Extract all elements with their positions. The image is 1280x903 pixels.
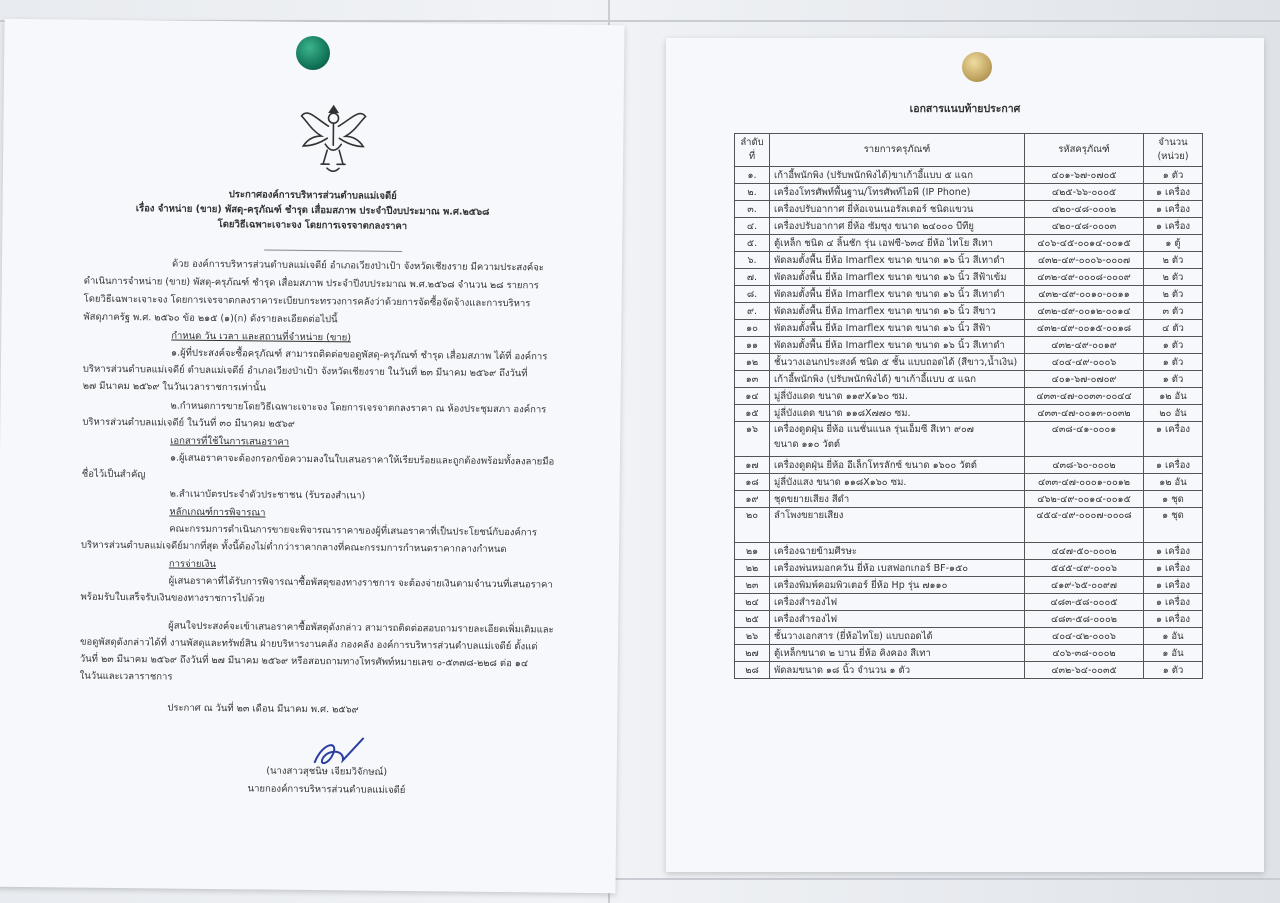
row-code: ๔๘๓-๕๘-๐๐๐๒	[1025, 611, 1144, 628]
row-number: ๒๐	[735, 508, 770, 543]
intro-line: ด้วย องค์การบริหารส่วนตำบลแม่เจดีย์ อำเภอเวียงป่าเป้า จังหวัดเชียงราย มีความประสงค์จะ	[171, 258, 544, 274]
table-row	[735, 594, 1203, 611]
row-code: ๔๓๓-๔๗-๐๐๐๑-๐๐๑๒	[1025, 474, 1144, 491]
row-number: ๒๘	[735, 662, 770, 679]
row-item: ตู้เหล็กขนาด ๒ บาน ยี่ห้อ คิงคอง สีเทา	[770, 645, 1025, 662]
schedule-line: บริหารส่วนตำบลแม่เจดีย์ ตำบลแม่เจดีย์ อำเภอเวียงป่าเป้า จังหวัดเชียงราย ในวันที่ ๒๓ มีนาคม ๒๕๖๙ ถึงวันที่	[82, 363, 528, 380]
schedule-line: ๒๗ มีนาคม ๒๕๖๙ ในวันเวลาราชการเท่านั้น	[82, 380, 266, 394]
schedule-line: บริหารส่วนตำบลแม่เจดีย์ ในวันที่ ๓๐ มีนาคม ๒๕๖๙	[82, 416, 295, 430]
row-code: ๔๐๔-๔๙-๐๐๐๖	[1025, 354, 1144, 371]
row-code: ๔๔๗-๕๐-๐๐๐๒	[1025, 543, 1144, 560]
row-number: ๒๑	[735, 543, 770, 560]
row-number: ๑๓	[735, 371, 770, 388]
table-row	[735, 645, 1203, 662]
row-number: ๑๒	[735, 354, 770, 371]
heading-schedule: กำหนด วัน เวลา และสถานที่จำหน่าย (ขาย)	[171, 330, 352, 344]
row-code: ๔๓๒-๔๙-๐๐๐๖-๐๐๐๗	[1025, 252, 1144, 269]
garuda-emblem-icon	[297, 100, 370, 177]
row-code: ๔๓๓-๔๗-๐๐๑๓-๐๐๓๒	[1025, 405, 1144, 422]
annex-title: เอกสารแนบท้ายประกาศ	[909, 103, 1021, 115]
row-number: ๒๕	[735, 611, 770, 628]
row-item: พัดลมตั้งพื้น ยี่ห้อ Imarflex ขนาด ขนาด ๑๖ นิ้ว สีฟ้าเข้ม	[770, 269, 1025, 286]
row-item: เครื่องสำรองไฟ	[770, 611, 1025, 628]
row-quantity: ๑ ชุด	[1144, 491, 1203, 508]
row-item: เครื่องฉายข้ามศีรษะ	[770, 543, 1025, 560]
row-code: ๕๔๕-๔๙-๐๐๐๖	[1025, 560, 1144, 577]
row-code: ๔๓๘-๔๑-๐๐๐๑	[1025, 422, 1144, 457]
table-row	[735, 560, 1203, 577]
criteria-line: บริหารส่วนตำบลแม่เจดีย์มากที่สุด ทั้งนี้ต้องไม่ต่ำกว่าราคากลางที่คณะกรรมการกำหนดราคากลางกำหนด	[80, 539, 507, 556]
row-item: เครื่องพ่นหมอกควัน ยี่ห้อ เบสฟอกเกอร์ BF-๑๕๐	[770, 560, 1025, 577]
row-item: ชั้นวางเอนกประสงค์ ชนิด ๕ ชั้น แบบถอดได้ (สีขาว,น้ำเงิน)	[770, 354, 1025, 371]
row-number: ๔.	[735, 218, 770, 235]
row-code: ๔๖๒-๔๙-๐๐๑๔-๐๐๑๕	[1025, 491, 1144, 508]
row-quantity: ๑ ตัว	[1144, 371, 1203, 388]
row-code: ๔๓๘-๖๐-๐๐๐๒	[1025, 457, 1144, 474]
table-row	[735, 491, 1203, 508]
table-row	[735, 611, 1203, 628]
row-quantity: ๑ ตัว	[1144, 662, 1203, 679]
payment-line: พร้อมรับใบเสร็จรับเงินของทางราชการไปด้วย	[80, 591, 265, 605]
row-item: ชุดขยายเสียง สีดำ	[770, 491, 1025, 508]
row-number: ๖.	[735, 252, 770, 269]
row-code: ๔๓๒-๔๙-๐๐๐๘-๐๐๐๙	[1025, 269, 1144, 286]
table-row	[735, 577, 1203, 594]
table-row	[735, 628, 1203, 645]
row-quantity: ๑ เครื่อง	[1144, 201, 1203, 218]
row-number: ๑๗	[735, 457, 770, 474]
row-code: ๔๘๓-๕๘-๐๐๐๕	[1025, 594, 1144, 611]
row-number: ๑๖	[735, 422, 770, 457]
row-item: เครื่องดูดฝุ่น ยี่ห้อ อีเล็กโทรลักซ์ ขนาด ๑๖๐๐ วัตต์	[770, 457, 1025, 474]
equipment-table	[734, 133, 1203, 679]
row-code: ๔๑๙-๖๕-๐๐๙๗	[1025, 577, 1144, 594]
row-quantity: ๑ อัน	[1144, 628, 1203, 645]
table-row	[735, 371, 1203, 388]
row-quantity: ๑ เครื่อง	[1144, 594, 1203, 611]
table-row	[735, 543, 1203, 560]
row-item: ลำโพงขยายเสียง	[770, 508, 1025, 543]
row-number: ๒๓	[735, 577, 770, 594]
announcement-date: ประกาศ ณ วันที่ ๒๓ เดือน มีนาคม พ.ศ. ๒๕๖๙	[167, 702, 359, 716]
header-item: รายการครุภัณฑ์	[770, 134, 1025, 167]
row-item: พัดลมตั้งพื้น ยี่ห้อ Imarflex ขนาด ขนาด ๑๖ นิ้ว สีขาว	[770, 303, 1025, 320]
contact-line: ในวันและเวลาราชการ	[79, 670, 173, 683]
row-quantity: ๑ ตู้	[1144, 235, 1203, 252]
row-item: ตู้เหล็ก ชนิด ๔ ลิ้นชัก รุ่น เอฟซี-๖๓๔ ยี่ห้อ ไทโย สีเทา	[770, 235, 1025, 252]
row-item: เก้าอี้พนักพิง (ปรับพนักพิงได้) ขาเก้าอี้แบบ ๕ แฉก	[770, 371, 1025, 388]
row-quantity: ๑ เครื่อง	[1144, 543, 1203, 560]
row-number: ๒.	[735, 184, 770, 201]
documents-line: ๑.ผู้เสนอราคาจะต้องกรอกข้อความลงในใบเสนอราคาให้เรียบร้อยและถูกต้องพร้อมทั้งลงลายมือ	[169, 452, 555, 468]
row-quantity: ๑ ชุด	[1144, 508, 1203, 543]
row-item: พัดลมตั้งพื้น ยี่ห้อ Imarflex ขนาด ขนาด ๑๖ นิ้ว สีเทาดำ	[770, 252, 1025, 269]
table-row	[735, 405, 1203, 422]
table-row	[735, 286, 1203, 303]
announcement-sheet	[0, 19, 625, 893]
table-row	[735, 422, 1203, 457]
row-code: ๔๒๕-๖๖-๐๐๐๕	[1025, 184, 1144, 201]
row-quantity: ๑ อัน	[1144, 645, 1203, 662]
row-number: ๘.	[735, 286, 770, 303]
table-row	[735, 201, 1203, 218]
row-code: ๔๕๔-๔๙-๐๐๐๗-๐๐๐๘	[1025, 508, 1144, 543]
row-item: เครื่องสำรองไฟ	[770, 594, 1025, 611]
pushpin-green-icon	[296, 36, 330, 70]
heading-payment: การจ่ายเงิน	[168, 558, 216, 571]
contact-line: ผู้สนใจประสงค์จะเข้าเสนอราคาซื้อพัสดุดังกล่าว สามารถติดต่อสอบถามรายละเอียดเพิ่มเติมและ	[168, 620, 554, 636]
row-quantity: ๑ ตัว	[1144, 354, 1203, 371]
row-number: ๑๙	[735, 491, 770, 508]
title-divider	[264, 250, 402, 252]
row-number: ๒๖	[735, 628, 770, 645]
row-code: ๔๐๑-๖๗-๐๗๐๕	[1025, 167, 1144, 184]
table-row	[735, 320, 1203, 337]
row-number: ๑.	[735, 167, 770, 184]
row-code: ๔๓๒-๔๙-๐๐๑๙	[1025, 337, 1144, 354]
row-code: ๔๓๒-๔๙-๐๐๑๒-๐๐๑๔	[1025, 303, 1144, 320]
table-row	[735, 337, 1203, 354]
row-quantity: ๒ ตัว	[1144, 252, 1203, 269]
row-quantity: ๑ เครื่อง	[1144, 611, 1203, 628]
row-quantity: ๒ ตัว	[1144, 269, 1203, 286]
row-item: มู่ลี่บังแดด ขนาด ๑๑๘X๗๗๐ ซม.	[770, 405, 1025, 422]
row-number: ๑๐	[735, 320, 770, 337]
row-code: ๔๓๒-๔๙-๐๐๑๕-๐๐๑๘	[1025, 320, 1144, 337]
row-item: เครื่องพิมพ์คอมพิวเตอร์ ยี่ห้อ Hp รุ่น ๗๑๑๐	[770, 577, 1025, 594]
announcement-title: ประกาศองค์การบริหารส่วนตำบลแม่เจดีย์	[228, 189, 397, 202]
payment-line: ผู้เสนอราคาที่ได้รับการพิจารณาซื้อพัสดุของทางราชการ จะต้องจ่ายเงินตามจำนวนที่เสนอราคา	[168, 575, 553, 591]
table-header-row	[735, 134, 1203, 167]
row-quantity: ๒ ตัว	[1144, 286, 1203, 303]
table-row	[735, 252, 1203, 269]
row-number: ๒๔	[735, 594, 770, 611]
contact-line: ขอดูพัสดุดังกล่าวได้ที่ งานพัสดุและทรัพย์สิน ฝ่ายบริหารงานคลัง กองคลัง องค์การบริหารส่วนตำบลแม่เจดีย์ ตั้งแต่	[79, 636, 538, 653]
row-quantity: ๓ ตัว	[1144, 303, 1203, 320]
row-item: เก้าอี้พนักพิง (ปรับพนักพิงได้)ขาเก้าอี้แบบ ๕ แฉก	[770, 167, 1025, 184]
contact-line: วันที่ ๒๓ มีนาคม ๒๕๖๙ ถึงวันที่ ๒๗ มีนาคม ๒๕๖๙ หรือสอบถามทางโทรศัพท์หมายเลข ๐-๕๓๗๘-๒๒๘ ต่อ ๑๔	[79, 653, 529, 670]
row-quantity: ๑ ตัว	[1144, 337, 1203, 354]
row-number: ๙.	[735, 303, 770, 320]
row-quantity: ๑ เครื่อง	[1144, 422, 1203, 457]
row-number: ๑๑	[735, 337, 770, 354]
table-row	[735, 184, 1203, 201]
row-quantity: ๑๒ อัน	[1144, 388, 1203, 405]
signer-title: นายกองค์การบริหารส่วนตำบลแม่เจดีย์	[247, 783, 406, 797]
table-row	[735, 269, 1203, 286]
intro-line: ดำเนินการจำหน่าย (ขาย) พัสดุ-ครุภัณฑ์ ชำรุด เสื่อมสภาพ ประจำปีงบประมาณ พ.ศ.๒๕๖๘ จำนวน ๒๘ รายการ	[83, 275, 539, 292]
documents-line: ชื่อไว้เป็นสำคัญ	[81, 468, 146, 481]
row-quantity: ๔ ตัว	[1144, 320, 1203, 337]
row-code: ๔๐๑-๖๗-๐๗๐๙	[1025, 371, 1144, 388]
row-quantity: ๒๐ อัน	[1144, 405, 1203, 422]
row-number: ๑๘	[735, 474, 770, 491]
signer-name: (นางสาวสุชนิษ เจียมวิจักษณ์)	[266, 765, 388, 778]
row-item: พัดลมขนาด ๑๘ นิ้ว จำนวน ๑ ตัว	[770, 662, 1025, 679]
row-quantity: ๑ เครื่อง	[1144, 184, 1203, 201]
table-row	[735, 235, 1203, 252]
row-number: ๗.	[735, 269, 770, 286]
row-quantity: ๑ เครื่อง	[1144, 577, 1203, 594]
row-code: ๔๐๖-๔๕-๐๐๑๔-๐๐๑๕	[1025, 235, 1144, 252]
announcement-subject: เรื่อง จำหน่าย (ขาย) พัสดุ-ครุภัณฑ์ ชำรุด เสื่อมสภาพ ประจำปีงบประมาณ พ.ศ.๒๕๖๘	[135, 203, 490, 218]
row-code: ๔๓๒-๖๔-๐๐๓๕	[1025, 662, 1144, 679]
row-quantity: ๑ เครื่อง	[1144, 457, 1203, 474]
row-quantity: ๑ เครื่อง	[1144, 560, 1203, 577]
table-row	[735, 457, 1203, 474]
header-qty: จำนวน (หน่วย)	[1144, 134, 1203, 167]
table-row	[735, 388, 1203, 405]
row-code: ๔๐๔-๔๒-๐๐๐๖	[1025, 628, 1144, 645]
row-number: ๑๕	[735, 405, 770, 422]
table-row	[735, 303, 1203, 320]
row-item: เครื่องโทรศัพท์พื้นฐาน/โทรศัพท์ไอพี (IP Phone)	[770, 184, 1025, 201]
row-item: พัดลมตั้งพื้น ยี่ห้อ Imarflex ขนาด ขนาด ๑๖ นิ้ว สีเทาดำ	[770, 337, 1025, 354]
row-quantity: ๑ ตัว	[1144, 167, 1203, 184]
schedule-line: ๑.ผู้ที่ประสงค์จะซื้อครุภัณฑ์ สามารถติดต่อขอดูพัสดุ-ครุภัณฑ์ ชำรุด เสื่อมสภาพ ได้ที่ องค์การ	[171, 347, 548, 363]
row-code: ๔๓๓-๔๗-๐๐๓๓-๐๐๔๔	[1025, 388, 1144, 405]
row-item: มู่ลี่บังแสง ขนาด ๑๑๘X๑๖๐ ซม.	[770, 474, 1025, 491]
schedule-line: ๒.กำหนดการขายโดยวิธีเฉพาะเจาะจง โดยการเจรจาตกลงราคา ณ ห้องประชุมสภา องค์การ	[170, 400, 547, 416]
row-item: มู่ลี่บังแดด ขนาด ๑๑๙X๑๖๐ ซม.	[770, 388, 1025, 405]
table-row	[735, 474, 1203, 491]
intro-line: โดยวิธีเฉพาะเจาะจง โดยการเจรจาตกลงราคาระเบียบกระทรวงการคลังว่าด้วยการจัดซื้อจัดจ้างและการบริหาร	[83, 293, 531, 310]
row-code: ๔๒๐-๔๘-๐๐๐๒	[1025, 201, 1144, 218]
row-item: พัดลมตั้งพื้น ยี่ห้อ Imarflex ขนาด ขนาด ๑๖ นิ้ว สีฟ้า	[770, 320, 1025, 337]
row-number: ๑๔	[735, 388, 770, 405]
table-row	[735, 354, 1203, 371]
table-row	[735, 167, 1203, 184]
row-item: เครื่องดูดฝุ่น ยี่ห้อ แนชั่นแนล รุ่นเอ็มซี สีเทา ๙๐๗ ขนาด ๑๑๐ วัตต์	[770, 422, 1025, 457]
row-number: ๕.	[735, 235, 770, 252]
header-no: ลำดับ ที่	[735, 134, 770, 167]
intro-line: พัสดุภาครัฐ พ.ศ. ๒๕๖๐ ข้อ ๒๑๕ (๑)(ก) ดังรายละเอียดต่อไปนี้	[83, 311, 338, 326]
row-item: เครื่องปรับอากาศ ยี่ห้อเจนเนอรัลเตอร์ ชนิดแขวน	[770, 201, 1025, 218]
table-row	[735, 218, 1203, 235]
row-item: พัดลมตั้งพื้น ยี่ห้อ Imarflex ขนาด ขนาด ๑๖ นิ้ว สีเทาดำ	[770, 286, 1025, 303]
row-quantity: ๑ เครื่อง	[1144, 218, 1203, 235]
row-code: ๔๒๐-๔๘-๐๐๐๓	[1025, 218, 1144, 235]
heading-documents: เอกสารที่ใช้ในการเสนอราคา	[170, 435, 290, 448]
row-code: ๔๐๖-๓๘-๐๐๐๒	[1025, 645, 1144, 662]
table-row	[735, 662, 1203, 679]
header-code: รหัสครุภัณฑ์	[1025, 134, 1144, 167]
row-number: ๒๗	[735, 645, 770, 662]
row-code: ๔๓๒-๔๙-๐๐๑๐-๐๐๑๑	[1025, 286, 1144, 303]
row-item: เครื่องปรับอากาศ ยี่ห้อ ซัมซุง ขนาด ๒๔๐๐๐ บีทียู	[770, 218, 1025, 235]
row-item: ชั้นวางเอกสาร (ยี่ห้อไทโย) แบบถอดได้	[770, 628, 1025, 645]
row-quantity: ๑๒ อัน	[1144, 474, 1203, 491]
announcement-method: โดยวิธีเฉพาะเจาะจง โดยการเจรจาตกลงราคา	[217, 219, 408, 233]
table-row	[735, 508, 1203, 543]
documents-line: ๒.สำเนาบัตรประจำตัวประชาชน (รับรองสำเนา)	[169, 488, 366, 502]
row-number: ๒๒	[735, 560, 770, 577]
row-number: ๓.	[735, 201, 770, 218]
heading-criteria: หลักเกณฑ์การพิจารณา	[169, 506, 266, 519]
criteria-line: คณะกรรมการดำเนินการขายจะพิจารณาราคาของผู้ที่เสนอราคาที่เป็นประโยชน์กับองค์การ	[169, 523, 538, 539]
pushpin-tan-icon	[962, 52, 992, 82]
